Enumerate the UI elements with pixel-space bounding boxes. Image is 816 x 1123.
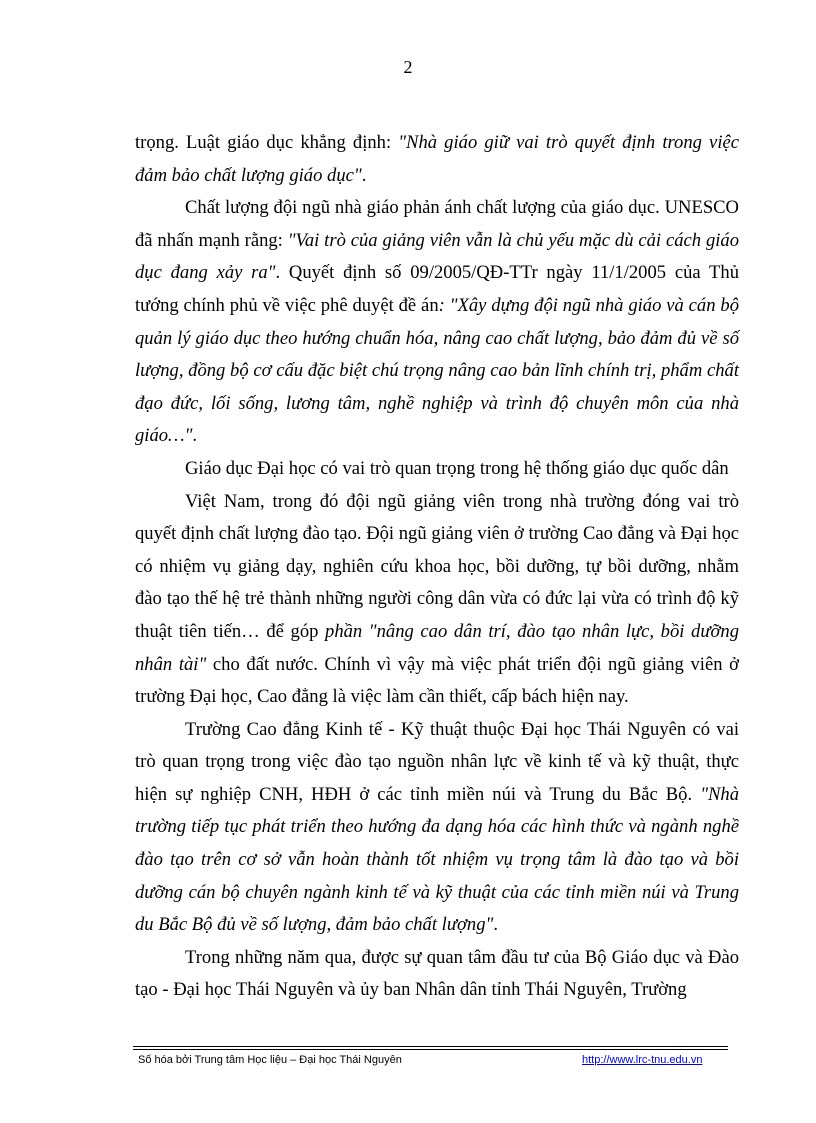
school-development-quote: "Nhà trường tiếp tục phát triển theo hướng đa dạng hóa các hình thức và ngành nghề đào tạo trên cơ sở vẫn hoàn thành tốt nhiệm vụ trọng tâm là đào tạo và bồi dưỡng cán bộ chuyên ngành kinh tế và kỹ thuật của các tỉnh miền núi và Trung du Bắc Bộ đủ về số lượng, đảm bảo chất lượng" [135, 783, 739, 936]
paragraph-2-end: . [192, 425, 198, 447]
document-body [135, 127, 739, 1007]
paragraph-4 [135, 486, 739, 714]
paragraph-2 [135, 192, 739, 453]
paragraph-5-end: . [493, 914, 498, 936]
paragraph-6 [135, 942, 739, 1007]
paragraph-1 [135, 127, 739, 192]
paragraph-1-end: . [361, 164, 367, 186]
paragraph-4-end: cho đất nước. Chính vì vậy mà việc phát triển đội ngũ giảng viên ở trường Đại học, Cao đẳng là việc làm cần thiết, cấp bách hiện nay. [135, 653, 739, 708]
paragraph-4-text: Việt Nam, trong đó đội ngũ giảng viên trong nhà trường đóng vai trò quyết định chất lượng đào tạo. Đội ngũ giảng viên ở trường Cao đẳng và Đại học có nhiệm vụ giảng dạy, nghiên cứu khoa học, bồi dưỡng, tự bồi dưỡng, nhằm đào tạo thế hệ trẻ thành những người công dân vừa có đức lại vừa có trình độ kỹ thuật tiên tiến… để góp [135, 490, 739, 642]
unesco-quote: "Vai trò của giảng viên vẫn là chủ yếu mặc dù cải cách giáo dục đang xảy ra" [135, 229, 739, 284]
paragraph-5 [135, 714, 739, 942]
paragraph-3 [135, 453, 739, 486]
paragraph-3-text: Giáo dục Đại học có vai trò quan trọng trong hệ thống giáo dục quốc dân [185, 457, 729, 479]
footer-link[interactable]: http://www.lrc-tnu.edu.vn [582, 1054, 703, 1066]
paragraph-5-text: Trường Cao đẳng Kinh tế - Kỹ thuật thuộc Đại học Thái Nguyên có vai trò quan trọng trong việc đào tạo nguồn nhân lực về kinh tế và kỹ thuật, thực hiện sự nghiệp CNH, HĐH ở các tỉnh miền núi và Trung du Bắc Bộ. [135, 718, 739, 805]
paragraph-1-text: trọng. Luật giáo dục khẳng định: [135, 132, 399, 153]
footer-source: Số hóa bởi Trung tâm Học liệu – Đại học Thái Nguyên [138, 1054, 402, 1066]
paragraph-2-text: Chất lượng đội ngũ nhà giáo phản ánh chất lượng của giáo dục. UNESCO đã nhấn mạnh rằng: [135, 197, 739, 251]
education-law-quote: "Nhà giáo giữ vai trò quyết định trong việc đảm bảo chất lượng giáo dục" [135, 132, 739, 186]
decision-project-quote: : "Xây dựng đội ngũ nhà giáo và cán bộ quản lý giáo dục theo hướng chuẩn hóa, nâng cao chất lượng, bảo đảm đủ về số lượng, đồng bộ cơ cấu đặc biệt chú trọng nâng cao bản lĩnh chính trị, phẩm chất đạo đức, lối sống, lương tâm, nghề nghiệp và trình độ chuyên môn của nhà giáo…" [135, 294, 739, 447]
page-number: 2 [403, 57, 413, 77]
talent-quote: phần "nâng cao dân trí, đào tạo nhân lực, bồi dưỡng nhân tài" [135, 620, 739, 675]
footer-divider [133, 1046, 728, 1047]
paragraph-6-text: Trong những năm qua, được sự quan tâm đầu tư của Bộ Giáo dục và Đào tạo - Đại học Thái Nguyên và ủy ban Nhân dân tỉnh Thái Nguyên, Trường [135, 946, 739, 1001]
footer-divider-thin [133, 1049, 728, 1050]
paragraph-2-decision: . Quyết định số 09/2005/QĐ-TTr ngày 11/1/2005 của Thủ tướng chính phủ về việc phê duyệt đề án [135, 262, 739, 316]
